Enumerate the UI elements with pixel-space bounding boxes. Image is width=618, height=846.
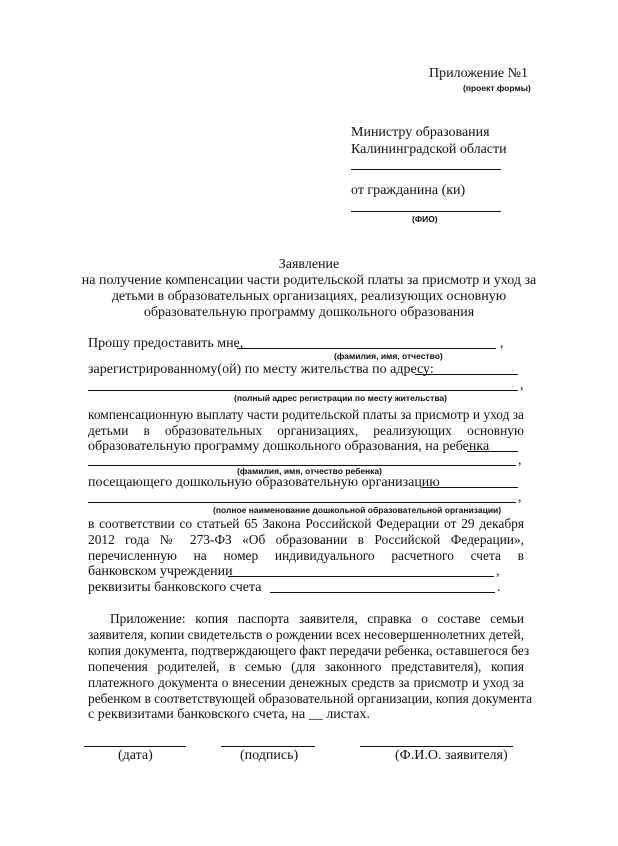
address-underline-2 <box>88 390 518 391</box>
draft-note: (проект формы) <box>463 83 531 93</box>
attachment-line-7: с реквизитами банковского счета, на __ листах. <box>88 707 370 722</box>
document-heading: Заявление <box>278 257 340 272</box>
applicant-hint: (Ф.И.О. заявителя) <box>395 748 508 763</box>
bank-underline <box>228 576 494 577</box>
fio-underline <box>351 211 501 212</box>
fullname-underline <box>237 348 496 349</box>
law-line-2: 2012 года № 273-ФЗ «Об образовании в Российской Федерации», <box>88 532 524 547</box>
comma: , <box>496 564 500 579</box>
attachment-line-1: Приложение: копия паспорта заявителя, справка о составе семьи <box>110 611 524 626</box>
comma: , <box>518 453 522 468</box>
request-label: Прошу предоставить мне, <box>88 336 244 351</box>
addressee-line-1: Министру образования <box>351 125 490 140</box>
child-underline-1 <box>467 451 518 452</box>
law-line-3: перечисленную на номер индивидуального расчетного счета в <box>88 548 524 563</box>
child-hint: (фамилия, имя, отчество ребенка) <box>237 466 382 476</box>
appendix-label: Приложение №1 <box>429 66 528 81</box>
attachment-line-2: заявителя, копии свидетельств о рождении всех несовершеннолетних детей, <box>88 627 524 642</box>
attachment-line-4: попечения родителей, в семью (для законного представителя), копия <box>88 659 524 674</box>
title-line-2: детьми в образовательных организациях, реализующих основную <box>111 289 507 304</box>
requisites-underline <box>270 592 495 593</box>
attachment-line-5: платежного документа о внесении денежных средств за присмотр и уход за <box>88 675 524 690</box>
org-underline-1 <box>422 487 518 488</box>
from-citizen-label: от гражданина (ки) <box>351 183 466 198</box>
signature-hint: (подпись) <box>240 748 299 763</box>
attachment-line-3: копия документа, подтверждающего факт передачи ребенка, оставшегося без <box>88 643 530 658</box>
para-1-line-2: детьми в образовательных организациях, реализующих основную <box>88 423 524 438</box>
registered-label: зарегистрированному(ой) по месту жительства по адресу: <box>88 362 434 377</box>
comma: , <box>518 490 522 505</box>
address-underline-1 <box>415 374 518 375</box>
comma: , <box>500 336 504 351</box>
signature-underline <box>221 746 315 747</box>
addressee-underline <box>351 169 501 170</box>
addressee-line-2: Калининградской области <box>351 142 507 157</box>
org-underline-2 <box>88 502 516 503</box>
attending-label: посещающего дошкольную образовательную организацию <box>88 475 440 490</box>
bank-label: банковском учреждении <box>88 564 233 579</box>
fio-hint: (ФИО) <box>412 214 438 224</box>
para-1-line-1: компенсационную выплату части родительской платы за присмотр и уход за <box>88 407 524 422</box>
para-1-line-3: образовательную программу дошкольного образования, на ребенка <box>88 439 490 454</box>
requisites-label: реквизиты банковского счета <box>88 580 262 595</box>
comma: , <box>520 378 524 393</box>
address-hint: (полный адрес регистрации по месту жительства) <box>234 393 447 403</box>
applicant-underline <box>360 746 513 747</box>
org-hint: (полное наименование дошкольной образовательной организации) <box>213 505 502 515</box>
date-hint: (дата) <box>118 748 153 763</box>
fullname-hint: (фамилия, имя, отчество) <box>334 351 443 361</box>
law-line-1: в соответствии со статьей 65 Закона Российской Федерации от 29 декабря <box>88 516 524 531</box>
title-line-3: образовательную программу дошкольного образования <box>143 305 475 320</box>
title-line-1: на получение компенсации части родительской платы за присмотр и уход за <box>81 273 537 288</box>
date-underline <box>84 746 186 747</box>
attachment-line-6: ребенком в соответствующей образовательной организации, копия документа <box>88 691 533 706</box>
period: . <box>497 580 501 595</box>
